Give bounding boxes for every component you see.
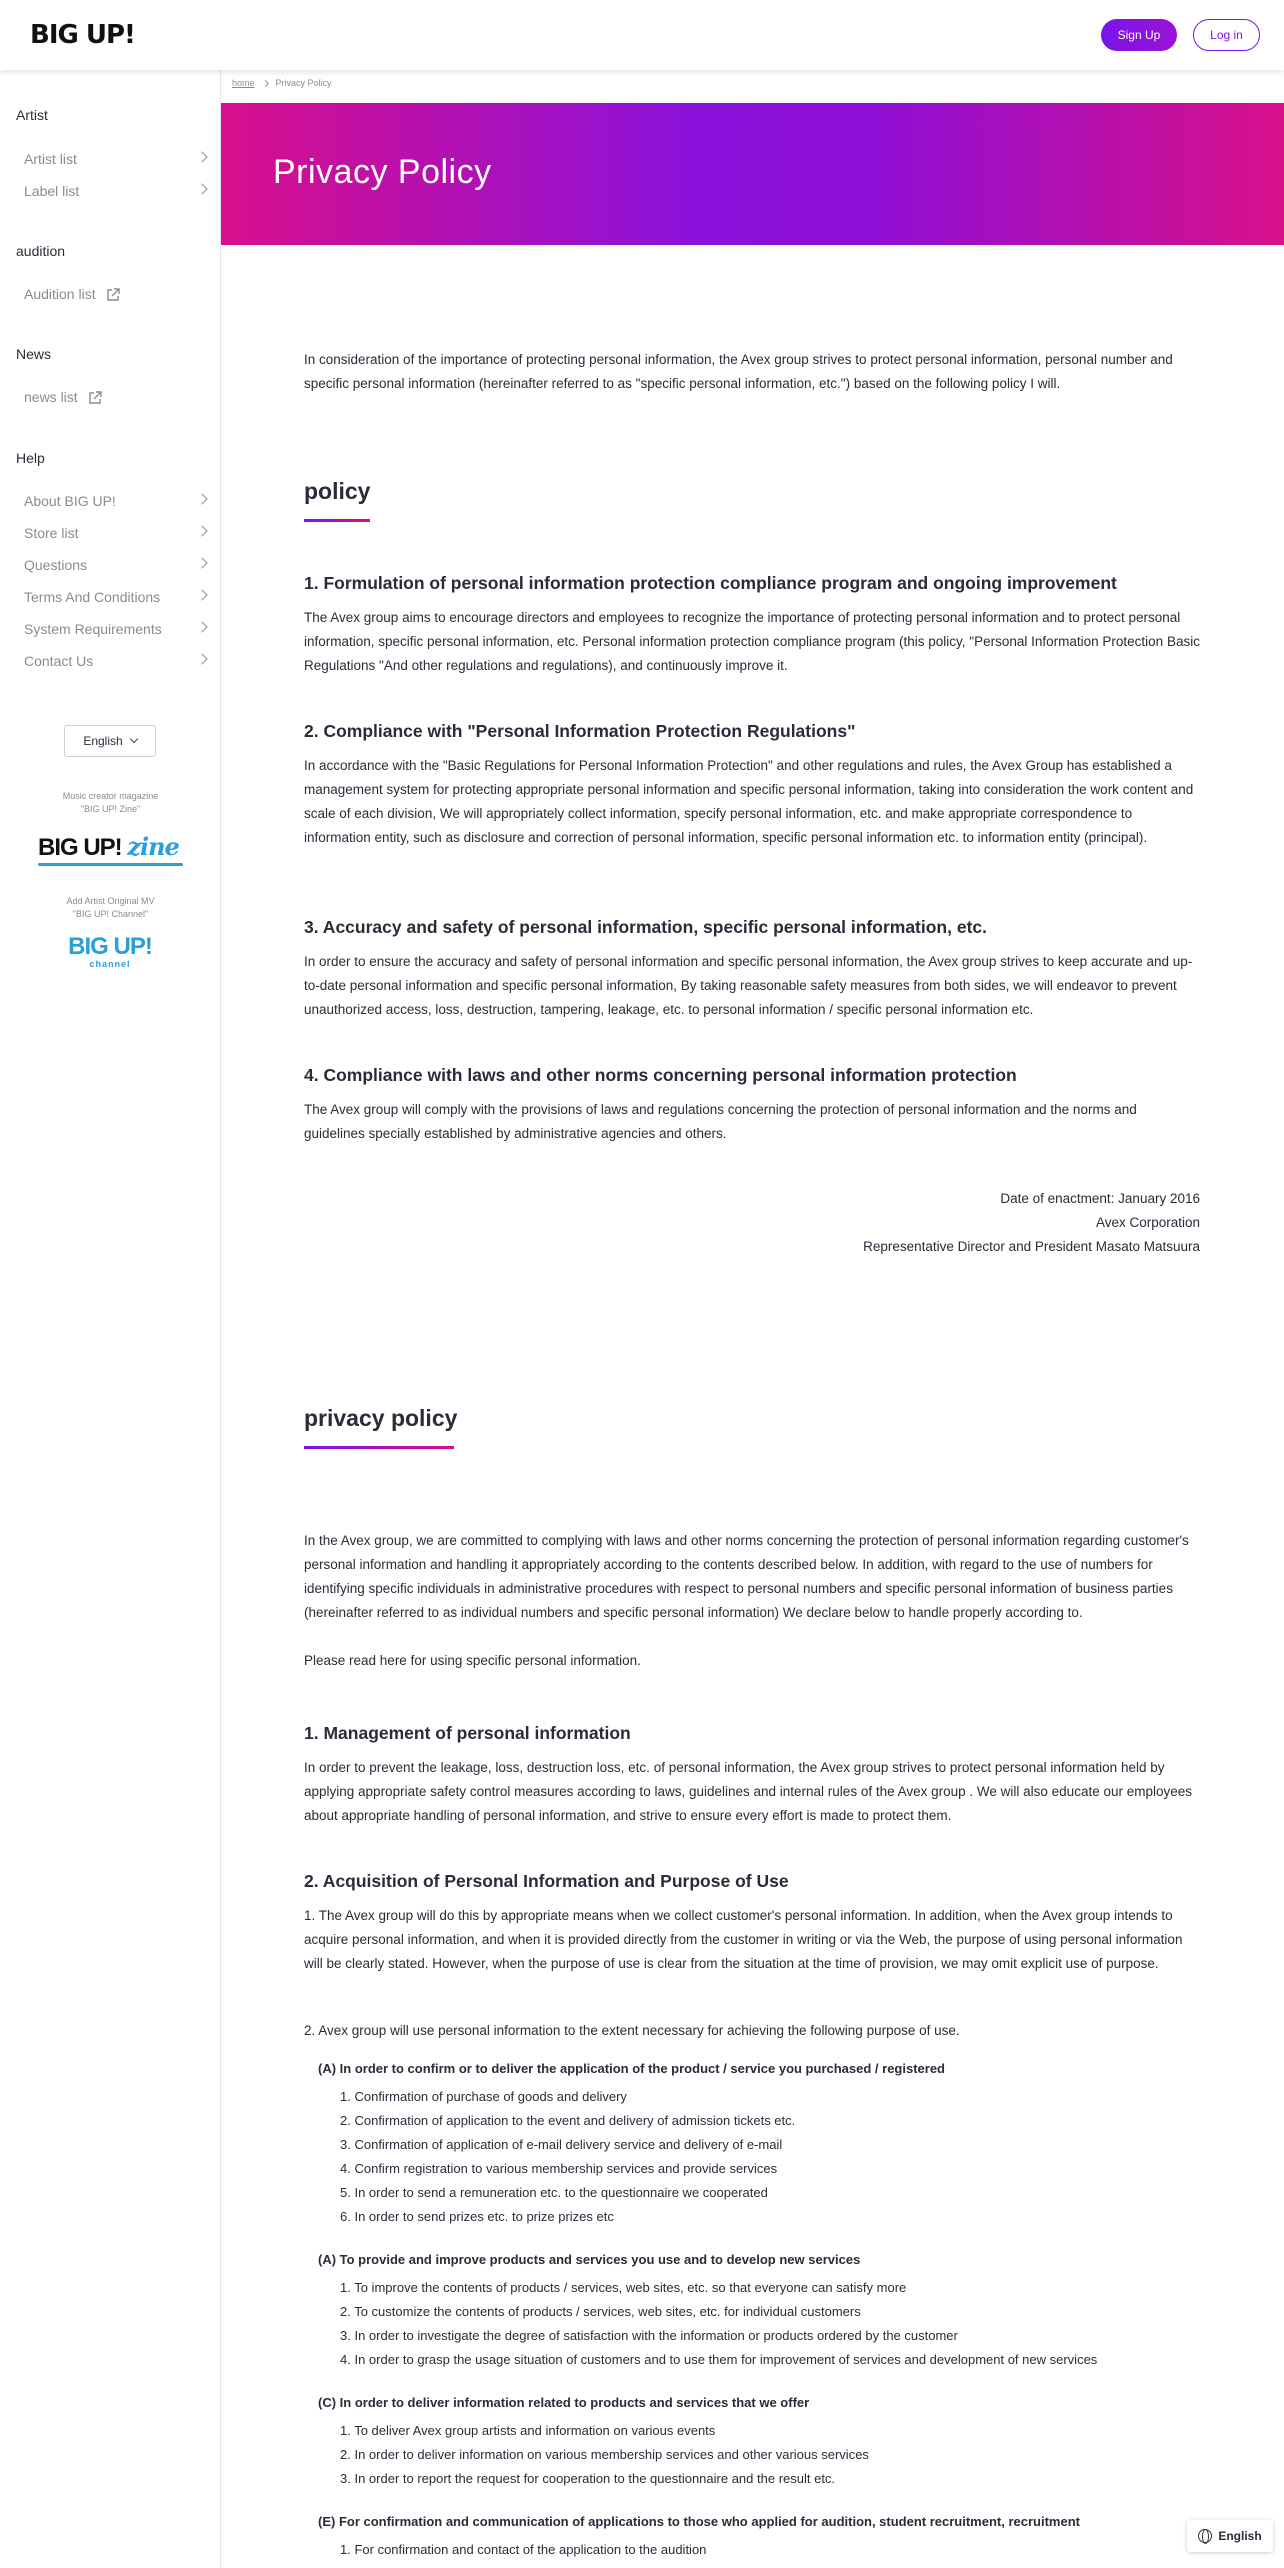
sidebar-item-label: Audition list [24, 286, 96, 302]
big-up-channel-logo[interactable] [66, 935, 154, 973]
sidebar-item-label: Store list [24, 525, 79, 541]
sidebar-section-artist: Artist [16, 107, 48, 123]
breadcrumb-current: Privacy Policy [275, 78, 332, 88]
privacy-intro-paragraph: In the Avex group, we are committed to complying with laws and other norms concerning the protection of personal information regarding customer's personal information and handling it appropriately according to the contents described below. In addition, with regard to the use of numbers for identifying specific individuals in administrative procedures with respect to personal numbers and specific personal information of business parties (hereinafter referred to as individual numbers and specific personal information) We declare below to handle properly according to. [304, 1533, 1189, 1620]
policy-item-2-title: 2. Compliance with "Personal Information Protection Regulations" [304, 721, 856, 741]
policy-item-4-title: 4. Compliance with laws and other norms concerning personal information protection [304, 1065, 1017, 1085]
list-item: 6. In order to send prizes etc. to prize prizes etc [340, 2209, 614, 2224]
zine-caption-line-2: "BIG UP! Zine" [80, 804, 141, 814]
policy-signature [600, 1187, 1200, 1259]
language-select-value: English [83, 734, 123, 748]
sidebar-item-terms[interactable] [24, 586, 206, 608]
sidebar-item-label: About BIG UP! [24, 493, 116, 509]
channel-caption-line-2: "BIG UP! Channel" [72, 909, 149, 919]
zine-caption-line-1: Music creator magazine [62, 791, 159, 801]
sidebar-section-help: Help [16, 450, 45, 466]
zine-caption [0, 790, 221, 816]
purpose-group-a-list [340, 2085, 795, 2229]
acquisition-body-1: 1. The Avex group will do this by appropriate means when we collect customer's personal information. In addition, when the Avex group intends to acquire personal information, and when it is provided directly from the customer in writing or via the Web, the purpose of using personal information will be clearly stated. However, when the purpose of use is clear from the situation at the time of provision, we may omit explicit use of purpose. [304, 1908, 1183, 1971]
purpose-group-e-list [340, 2538, 706, 2562]
sidebar-item-contact[interactable] [24, 650, 206, 672]
purpose-group-a-title: (A) In order to confirm or to deliver the application of the product / service you purchased / registered [318, 2061, 945, 2076]
policy-item-3-body: In order to ensure the accuracy and safety of personal information and specific personal information, the Avex group strives to keep accurate and up-to-date personal information and specific personal information, By taking reasonable safety measures from both sides, we will endeavor to prevent unauthorized access, loss, destruction, tampering, leakage, etc. to personal information / specific personal information etc. [304, 954, 1193, 1017]
signature-date: Date of enactment: January 2016 [1000, 1191, 1200, 1206]
chevron-right-icon [196, 557, 207, 568]
heading-underline [304, 1446, 454, 1449]
list-item: 5. In order to send a remuneration etc. to the questionnaire we cooperated [340, 2185, 768, 2200]
list-item: 2. Confirmation of application to the event and delivery of admission tickets etc. [340, 2113, 796, 2128]
external-link-icon [88, 391, 101, 404]
list-item: 3. In order to investigate the degree of satisfaction with the information or products ordered by the customer [340, 2328, 958, 2343]
site-logo[interactable]: BIG UP! [30, 20, 135, 50]
heading-underline [304, 519, 370, 522]
channel-caption [0, 895, 221, 921]
sidebar-item-label: Artist list [24, 151, 77, 167]
sidebar-item-questions[interactable] [24, 554, 206, 576]
chevron-right-icon [196, 653, 207, 664]
zine-logo-text: BIG UP! [38, 834, 122, 861]
big-up-zine-logo[interactable] [38, 832, 183, 866]
policy-item-1-body: The Avex group aims to encourage directors and employees to recognize the importance of protecting personal information and to protect personal information, specific personal information, etc. Personal information protection compliance program (this policy, "Personal Information Protection Basic Regulations "And other regulations and regulations), and continuously improve it. [304, 610, 1200, 673]
purpose-group-e-title: (E) For confirmation and communication of applications to those who applied for audition, student recruitment, recruitment [318, 2514, 1080, 2529]
sidebar-item-label: Terms And Conditions [24, 589, 161, 605]
purpose-group-c-list [340, 2419, 869, 2491]
sidebar-item-store-list[interactable] [24, 522, 206, 544]
chevron-down-icon [129, 735, 137, 743]
sidebar-item-news-list[interactable] [24, 386, 206, 408]
breadcrumb [232, 78, 332, 88]
chevron-right-icon [196, 525, 207, 536]
list-item: 2. In order to deliver information on various membership services and other various services [340, 2447, 869, 2462]
list-item: 1. To improve the contents of products / services, web sites, etc. so that everyone can satisfy more [340, 2280, 907, 2295]
chevron-right-icon [261, 79, 268, 86]
sidebar [0, 70, 221, 2568]
chevron-right-icon [196, 589, 207, 600]
acquisition-title: 2. Acquisition of Personal Information and Purpose of Use [304, 1871, 789, 1891]
policy-item-4-body: The Avex group will comply with the provisions of laws and regulations concerning the protection of personal information and the norms and guidelines specially established by administrative agencies and others. [304, 1102, 1137, 1141]
sidebar-item-label: Label list [24, 183, 80, 199]
sidebar-item-label: Contact Us [24, 653, 94, 669]
list-item: 3. In order to report the request for cooperation to the questionnaire and the result etc. [340, 2471, 836, 2486]
channel-logo-text: BIG UP! [68, 933, 152, 960]
external-link-icon [106, 288, 119, 301]
breadcrumb-home[interactable]: home [232, 78, 255, 88]
signup-button[interactable]: Sign Up [1101, 19, 1177, 51]
sidebar-item-about[interactable] [24, 490, 206, 512]
language-toggle-label: English [1218, 2529, 1262, 2543]
sidebar-item-artist-list[interactable] [24, 148, 206, 170]
purpose-group-b-title: (A) To provide and improve products and services you use and to develop new services [318, 2252, 861, 2267]
sidebar-item-label: Questions [24, 557, 88, 573]
privacy-policy-heading: privacy policy [304, 1405, 458, 1431]
chevron-right-icon [196, 621, 207, 632]
list-item: 2. To customize the contents of products / services, web sites, etc. for individual customers [340, 2304, 861, 2319]
chevron-right-icon [196, 183, 207, 194]
language-toggle-button[interactable] [1187, 2520, 1273, 2552]
list-item: 4. In order to grasp the usage situation of customers and to use them for improvement of services and development of new services [340, 2352, 1098, 2367]
policy-item-1-title: 1. Formulation of personal information protection compliance program and ongoing improvement [304, 573, 1117, 593]
purpose-group-c-title: (C) In order to deliver information related to products and services that we offer [318, 2395, 810, 2410]
chevron-right-icon [196, 493, 207, 504]
language-select[interactable] [64, 725, 156, 757]
channel-caption-line-1: Add Artist Original MV [66, 896, 155, 906]
sidebar-item-label: System Requirements [24, 621, 162, 637]
page-title: Privacy Policy [273, 153, 492, 191]
sidebar-item-audition-list[interactable] [24, 283, 206, 305]
privacy-intro-link-text[interactable]: Please read here for using specific personal information. [304, 1653, 641, 1668]
globe-icon [1198, 2529, 1212, 2543]
site-header [0, 0, 1284, 70]
sidebar-section-audition: audition [16, 243, 66, 259]
acquisition-body-2: 2. Avex group will use personal information to the extent necessary for achieving the following purpose of use. [304, 2023, 960, 2038]
signature-representative: Representative Director and President Masato Matsuura [863, 1239, 1200, 1254]
zine-logo-suffix: zine [127, 832, 179, 861]
list-item: 1. Confirmation of purchase of goods and delivery [340, 2089, 627, 2104]
login-button[interactable]: Log in [1193, 19, 1260, 51]
management-title: 1. Management of personal information [304, 1723, 631, 1743]
management-body: In order to prevent the leakage, loss, destruction loss, etc. of personal information, the Avex group strives to protect personal information held by applying appropriate safety control measures according to laws, guidelines and internal rules of the Avex group . We will also educate our employees about appropriate handling of personal information, and strive to ensure every effort is made to protect them. [304, 1760, 1193, 1823]
zine-logo-underline [38, 863, 183, 866]
sidebar-item-system-requirements[interactable] [24, 618, 206, 640]
policy-heading: policy [304, 478, 371, 504]
sidebar-item-label: news list [24, 389, 78, 405]
list-item: 4. Confirm registration to various membership services and provide services [340, 2161, 778, 2176]
sidebar-item-label-list[interactable] [24, 180, 206, 202]
list-item: 1. To deliver Avex group artists and information on various events [340, 2423, 716, 2438]
signature-company: Avex Corporation [1095, 1215, 1200, 1230]
list-item: 3. Confirmation of application of e-mail delivery service and delivery of e-mail [340, 2137, 783, 2152]
sidebar-section-news: News [16, 346, 52, 362]
policy-item-3-title: 3. Accuracy and safety of personal information, specific personal information, etc. [304, 917, 987, 937]
intro-paragraph: In consideration of the importance of protecting personal information, the Avex group strives to protect personal information, personal number and specific personal information (hereinafter referred to as "specific personal information, etc.") based on the following policy I will. [304, 352, 1173, 391]
page-banner [221, 103, 1284, 245]
channel-logo-suffix: channel [89, 959, 131, 969]
policy-item-2-body: In accordance with the "Basic Regulations for Personal Information Protection" and other regulations and rules, the Avex Group has established a management system for protecting appropriate personal information and specific personal information, taking into consideration the work content and scale of each division, We will appropriately collect information, specify personal information, etc. and make appropriate correspondence to information entity, such as disclosure and correction of personal information, specific personal information etc. to information entity (principal). [304, 758, 1194, 845]
chevron-right-icon [196, 151, 207, 162]
purpose-group-b-list [340, 2276, 1097, 2372]
list-item: 1. For confirmation and contact of the application to the audition [340, 2542, 707, 2557]
